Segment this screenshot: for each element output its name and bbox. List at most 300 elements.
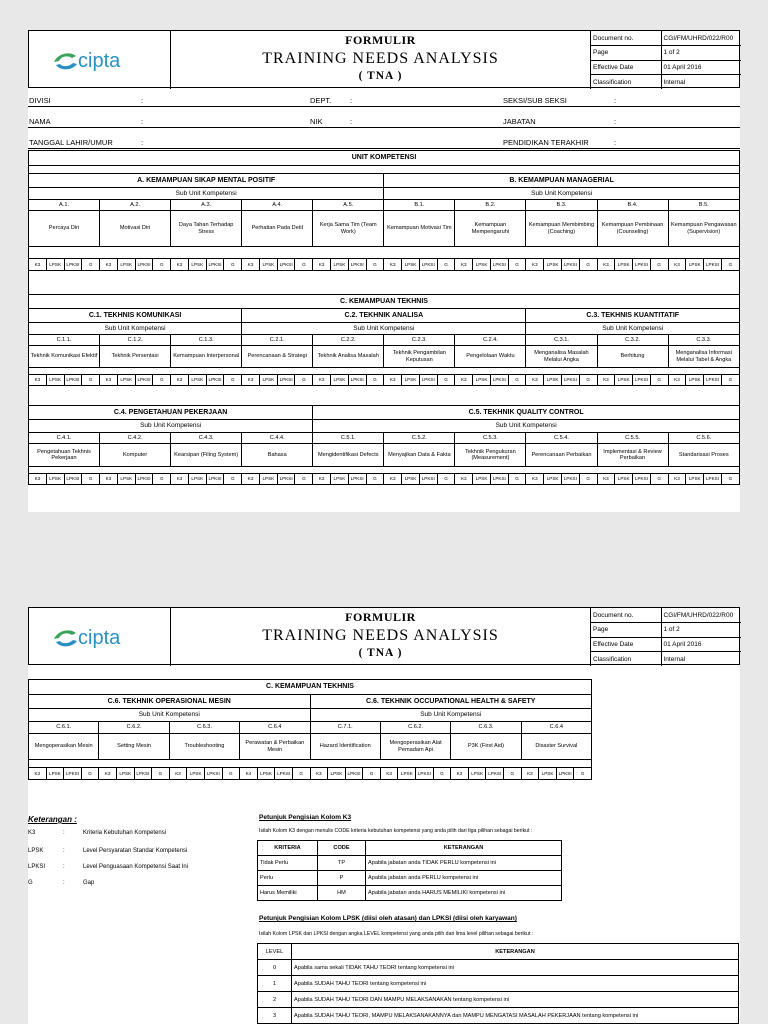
competency-name: Percaya Diri <box>29 211 100 247</box>
rating-cell[interactable]: LPKSI <box>633 375 651 386</box>
rating-cell[interactable]: K3 <box>597 375 615 386</box>
spacer-row <box>29 247 740 259</box>
form-title: TRAINING NEEDS ANALYSIS <box>262 50 499 67</box>
competency-name: Perhatian Pada Detil <box>242 211 313 247</box>
rating-cell[interactable]: G <box>295 259 313 271</box>
rating-cell[interactable]: G <box>366 474 384 485</box>
rating-cell[interactable]: K3 <box>597 474 615 485</box>
rating-cell[interactable]: K3 <box>384 375 402 386</box>
rating-cell[interactable]: LPSK <box>539 768 557 780</box>
competency-code: C.6.3. <box>169 722 239 734</box>
competency-name: Menyajikan Data & Fakta <box>384 444 455 467</box>
rating-cell[interactable]: LPSK <box>117 375 135 386</box>
competency-name: Setting Mesin <box>99 734 169 760</box>
rating-cell[interactable]: G <box>650 259 668 271</box>
level-desc: Apabila SUDAH TAHU TEORI DAN MAMPU MELAKSANAKAN tentang kompetensi ini <box>292 992 739 1008</box>
rating-cell[interactable]: K3 <box>313 474 331 485</box>
legend-desc: Gap <box>83 880 95 886</box>
rating-cell[interactable]: G <box>153 375 171 386</box>
rating-cell[interactable]: LPSK <box>615 375 633 386</box>
sub-unit-label: Sub Unit Kompetensi <box>526 323 740 335</box>
rating-cell[interactable]: LPSK <box>46 768 64 780</box>
form-page-2 <box>28 607 740 1024</box>
competency-name: Kemampuan Motivasi Tim <box>384 211 455 247</box>
rating-cell[interactable]: LPKSI <box>633 474 651 485</box>
rating-cell[interactable]: LPKSI <box>64 259 82 271</box>
competency-code: C.1.1. <box>29 335 100 346</box>
rating-cell[interactable]: LPSK <box>473 259 491 271</box>
rating-cell[interactable]: G <box>82 474 100 485</box>
competency-code: C.6.4 <box>521 722 591 734</box>
rating-cell[interactable]: G <box>579 259 597 271</box>
rating-cell[interactable]: K3 <box>313 259 331 271</box>
rating-cell[interactable]: LPKSI <box>64 375 82 386</box>
rating-cell[interactable]: G <box>574 768 592 780</box>
rating-cell[interactable]: LPKSI <box>348 375 366 386</box>
competency-code: C.4.4. <box>242 433 313 444</box>
field-row-tanggal <box>28 135 740 149</box>
rating-cell[interactable]: LPSK <box>46 375 64 386</box>
competency-code: A.2. <box>100 200 171 211</box>
form-title-block <box>171 608 591 666</box>
competency-code: A.5. <box>313 200 384 211</box>
rating-cell[interactable]: K3 <box>455 259 473 271</box>
spacer-row <box>29 467 740 474</box>
rating-cell[interactable]: K3 <box>99 768 117 780</box>
competency-name: Troubleshooting <box>169 734 239 760</box>
meta-label: Document no. <box>591 31 661 46</box>
section-c1-title: C.1. TEKHNIS KOMUNIKASI <box>29 309 242 323</box>
competency-grid-2 <box>28 679 592 780</box>
jabatan-label: JABATAN <box>503 117 536 126</box>
rating-cell[interactable]: K4 <box>240 768 258 780</box>
competency-code: C.6.2. <box>99 722 169 734</box>
form-header <box>28 607 740 665</box>
rating-cell[interactable]: G <box>295 375 313 386</box>
k3-header: CODE <box>318 841 366 856</box>
level-desc: Apabila SUDAH TAHU TEORI tentang kompetensi ini <box>292 976 739 992</box>
rating-cell[interactable]: K3 <box>29 768 47 780</box>
meta-label: Document no. <box>591 608 661 623</box>
rating-cell[interactable]: G <box>363 768 381 780</box>
legend-colon: : <box>63 848 65 854</box>
rating-cell[interactable]: LPSK <box>331 259 349 271</box>
k3-keterangan: Apabila jabatan anda HARUS MEMILIKI kompetensi ini <box>366 886 562 901</box>
rating-cell[interactable]: LPKSI <box>348 474 366 485</box>
rating-cell[interactable]: G <box>433 768 451 780</box>
rating-cell[interactable]: LPSK <box>46 259 64 271</box>
rating-cell[interactable]: LPSK <box>615 259 633 271</box>
document-meta <box>591 31 741 89</box>
keterangan-title: Keterangan : <box>28 815 77 824</box>
rating-cell[interactable]: K3 <box>521 768 539 780</box>
rating-cell[interactable]: K3 <box>100 259 118 271</box>
rating-cell[interactable]: LPKSI <box>419 375 437 386</box>
sub-unit-label: Sub Unit Kompetensi <box>310 709 592 722</box>
rating-cell[interactable]: K3 <box>171 375 189 386</box>
rating-cell[interactable]: LPSK <box>686 259 704 271</box>
section-c4-title: C.4. PENGETAHUAN PEKERJAAN <box>29 406 313 420</box>
competency-code: B.3. <box>526 200 597 211</box>
rating-cell[interactable]: G <box>152 768 170 780</box>
sub-unit-label: Sub Unit Kompetensi <box>29 709 311 722</box>
rating-cell[interactable]: LPKSI <box>135 259 153 271</box>
rating-cell[interactable]: LPSK <box>402 259 420 271</box>
competency-name: Kemampuan Pembinaan (Counseling) <box>597 211 668 247</box>
legend-key: LPSK <box>28 848 44 854</box>
competency-name: Disaster Survival <box>521 734 591 760</box>
rating-cell[interactable]: LPSK <box>188 375 206 386</box>
competency-name: Bahasa <box>242 444 313 467</box>
cipta-logo-icon <box>50 622 150 652</box>
rating-cell[interactable]: LPKSI <box>490 474 508 485</box>
section-a-title: A. KEMAMPUAN SIKAP MENTAL POSITIF <box>29 174 384 188</box>
rating-cell[interactable]: LPKSI <box>275 768 293 780</box>
rating-cell[interactable]: K3 <box>242 375 260 386</box>
competency-code: B.2. <box>455 200 526 211</box>
rating-cell[interactable]: LPSK <box>46 474 64 485</box>
competency-name: Menganalisa Informasi Melalui Tabel & Angka <box>668 346 739 368</box>
level-header: KETERANGAN <box>292 944 739 960</box>
rating-cell[interactable]: LPKSI <box>486 768 504 780</box>
meta-value: 1 of 2 <box>661 46 741 61</box>
competency-name: Berhitung <box>597 346 668 368</box>
rating-cell[interactable]: K3 <box>451 768 469 780</box>
rating-cell[interactable]: G <box>222 768 240 780</box>
competency-name: Kemampuan Membimbing (Coaching) <box>526 211 597 247</box>
competency-code: C.4.1. <box>29 433 100 444</box>
rating-cell[interactable]: LPSK <box>686 375 704 386</box>
colon: : <box>141 96 144 105</box>
rating-cell[interactable]: G <box>504 768 522 780</box>
rating-cell[interactable]: K3 <box>100 375 118 386</box>
meta-value: 01 April 2016 <box>661 637 741 652</box>
colon: : <box>614 117 617 126</box>
field-row-nama <box>28 114 740 128</box>
competency-name: Hazard Identification <box>310 734 380 760</box>
colon: : <box>350 96 353 105</box>
legend-desc: Kriteria Kebutuhan Kompetensi <box>83 830 167 836</box>
rating-cell[interactable]: LPKSI <box>134 768 152 780</box>
rating-cell[interactable]: LPSK <box>188 259 206 271</box>
competency-code: C.3.1. <box>526 335 597 346</box>
spacer-row <box>29 271 740 295</box>
competency-grid-1 <box>28 150 740 485</box>
competency-name: Standarisasi Proses <box>668 444 739 467</box>
rating-cell[interactable]: LPKSI <box>490 375 508 386</box>
rating-cell[interactable]: LPSK <box>686 474 704 485</box>
rating-cell[interactable]: LPKSI <box>206 375 224 386</box>
rating-cell[interactable]: K3 <box>455 474 473 485</box>
rating-cell[interactable]: LPKSI <box>561 474 579 485</box>
legend-key: G <box>28 880 33 886</box>
legend-colon: : <box>63 830 65 836</box>
rating-cell[interactable]: G <box>295 474 313 485</box>
competency-name: Kearsipan (Filing System) <box>171 444 242 467</box>
competency-code: C.2.1. <box>242 335 313 346</box>
meta-value: Internal <box>663 78 686 86</box>
legend-colon: : <box>63 864 65 870</box>
k3-code: HM <box>318 886 366 901</box>
cipta-logo <box>29 31 171 89</box>
rating-cell[interactable]: LPSK <box>473 474 491 485</box>
legend-colon: : <box>63 880 65 886</box>
rating-cell[interactable]: LPKSI <box>345 768 363 780</box>
rating-cell[interactable]: LPSK <box>328 768 346 780</box>
rating-cell[interactable]: G <box>366 259 384 271</box>
rating-cell[interactable]: LPSK <box>331 474 349 485</box>
rating-cell[interactable]: LPSK <box>188 474 206 485</box>
form-title: TRAINING NEEDS ANALYSIS <box>262 627 499 644</box>
field-row-divisi <box>28 93 740 107</box>
legend-key: K3 <box>28 830 36 836</box>
tanggal-label: TANGGAL LAHIR/UMUR <box>29 138 113 147</box>
competency-code: A.3. <box>171 200 242 211</box>
competency-name: Implementasi & Review Perbaikan <box>597 444 668 467</box>
rating-cell[interactable]: LPSK <box>544 259 562 271</box>
petunjuk-lpsk-title: Petunjuk Pengisian Kolom LPSK (diisi oleh atasan) dan LPKSI (diisi oleh karyawan) <box>259 915 517 922</box>
rating-cell[interactable]: K3 <box>455 375 473 386</box>
rating-cell[interactable]: G <box>437 375 455 386</box>
competency-code: C.5.3. <box>455 433 526 444</box>
competency-name: Kemampuan Interpersonal <box>171 346 242 368</box>
level-desc: Apabila sama sekali TIDAK TAHU TEORI tentang kompetensi ini <box>292 960 739 976</box>
rating-cell[interactable]: K3 <box>171 259 189 271</box>
legend-desc: Level Penguasaan Kompetensi Saat Ini <box>83 864 189 870</box>
level-number: 1 <box>258 976 292 992</box>
rating-cell[interactable]: K3 <box>668 375 686 386</box>
rating-cell[interactable]: LPSK <box>402 375 420 386</box>
competency-name: Kemampuan Pengawasan (Supervision) <box>668 211 739 247</box>
nik-label: NIK <box>310 117 323 126</box>
rating-cell[interactable]: G <box>224 375 242 386</box>
rating-cell[interactable]: LPSK <box>544 474 562 485</box>
rating-cell[interactable]: LPSK <box>398 768 416 780</box>
competency-name: Mengoperasikan Alat Pemadam Api <box>380 734 450 760</box>
level-number: 2 <box>258 992 292 1008</box>
rating-cell[interactable]: LPKSI <box>277 474 295 485</box>
spacer-row <box>29 368 740 375</box>
rating-cell[interactable]: K3 <box>597 259 615 271</box>
rating-cell[interactable]: LPKSI <box>206 474 224 485</box>
spacer-row <box>29 760 592 768</box>
competency-code: C.7.1. <box>310 722 380 734</box>
cipta-logo <box>29 608 171 666</box>
petunjuk-lpsk-desc: Isilah Kolom LPSK dan LPKSI dengan angka LEVEL kompetensi yang anda pilih dari lima level pilihan sebagai berikut : <box>259 931 534 937</box>
rating-cell[interactable]: K3 <box>668 474 686 485</box>
competency-code: B.4. <box>597 200 668 211</box>
rating-cell[interactable]: LPKSI <box>561 375 579 386</box>
rating-cell[interactable]: LPKSI <box>416 768 434 780</box>
competency-code: C.5.5. <box>597 433 668 444</box>
colon: : <box>614 138 617 147</box>
rating-cell[interactable]: G <box>508 259 526 271</box>
formulir-label: FORMULIR <box>345 33 416 47</box>
rating-cell[interactable]: G <box>579 375 597 386</box>
rating-cell[interactable]: LPSK <box>544 375 562 386</box>
meta-label: Page <box>591 623 661 638</box>
competency-name: Pengelolaan Waktu <box>455 346 526 368</box>
competency-name: Menganalisa Masalah Melalui Angka <box>526 346 597 368</box>
rating-cell[interactable]: K3 <box>169 768 187 780</box>
rating-cell[interactable]: LPKSI <box>419 474 437 485</box>
k3-keterangan: Apabila jabatan anda TIDAK PERLU kompetensi ini <box>366 856 562 871</box>
level-number: 0 <box>258 960 292 976</box>
rating-cell[interactable]: LPKSI <box>64 768 82 780</box>
rating-cell[interactable]: K3 <box>384 259 402 271</box>
spacer-row <box>29 386 740 406</box>
rating-cell[interactable]: LPKSI <box>704 259 722 271</box>
logo-text: cipta <box>77 50 120 72</box>
rating-cell[interactable]: K3 <box>171 474 189 485</box>
rating-cell[interactable]: LPSK <box>116 768 134 780</box>
rating-cell[interactable]: G <box>81 768 99 780</box>
cipta-logo-icon <box>50 45 150 75</box>
rating-cell[interactable]: G <box>508 474 526 485</box>
rating-cell[interactable]: G <box>82 375 100 386</box>
rating-cell[interactable]: LPKSI <box>419 259 437 271</box>
rating-cell[interactable]: LPKSI <box>704 474 722 485</box>
colon: : <box>141 138 144 147</box>
rating-cell[interactable]: G <box>437 259 455 271</box>
k3-header: KETERANGAN <box>366 841 562 856</box>
rating-cell[interactable]: G <box>721 375 739 386</box>
rating-cell[interactable]: LPKSI <box>204 768 222 780</box>
meta-label: Effective Date <box>591 637 661 652</box>
rating-cell[interactable]: LPKSI <box>633 259 651 271</box>
rating-cell[interactable]: K3 <box>29 259 47 271</box>
rating-cell[interactable]: LPSK <box>117 474 135 485</box>
colon: : <box>350 117 353 126</box>
rating-cell[interactable]: G <box>437 474 455 485</box>
unit-kompetensi-title: UNIT KOMPETENSI <box>29 151 740 166</box>
rating-cell[interactable]: G <box>224 474 242 485</box>
k3-kriteria: Tidak Perlu <box>258 856 318 871</box>
rating-cell[interactable]: G <box>224 259 242 271</box>
competency-code: C.4.2. <box>100 433 171 444</box>
rating-cell[interactable]: K3 <box>29 375 47 386</box>
rating-cell[interactable]: K3 <box>100 474 118 485</box>
rating-cell[interactable]: K3 <box>29 474 47 485</box>
rating-cell[interactable]: LPSK <box>257 768 275 780</box>
rating-cell[interactable]: LPSK <box>331 375 349 386</box>
rating-cell[interactable]: K3 <box>526 259 544 271</box>
rating-cell[interactable]: LPKSI <box>561 259 579 271</box>
k3-kriteria: Perlu <box>258 871 318 886</box>
rating-cell[interactable]: LPSK <box>468 768 486 780</box>
rating-cell[interactable]: G <box>292 768 310 780</box>
competency-code: B.1. <box>384 200 455 211</box>
rating-cell[interactable]: LPSK <box>259 375 277 386</box>
meta-label: Classification <box>591 75 661 90</box>
competency-code: C.6.3. <box>451 722 521 734</box>
rating-cell[interactable]: LPSK <box>259 474 277 485</box>
rating-cell[interactable]: LPKSI <box>64 474 82 485</box>
rating-cell[interactable]: LPKSI <box>135 474 153 485</box>
section-c-title: C. KEMAMPUAN TEKHNIS <box>29 295 740 309</box>
form-title-block <box>171 31 591 89</box>
rating-cell[interactable]: LPKSI <box>135 375 153 386</box>
rating-cell[interactable]: G <box>82 259 100 271</box>
form-subtitle: ( TNA ) <box>358 647 403 659</box>
rating-cell[interactable]: G <box>366 375 384 386</box>
rating-cell[interactable]: K3 <box>242 474 260 485</box>
rating-cell[interactable]: K3 <box>526 474 544 485</box>
rating-cell[interactable]: LPKSI <box>277 259 295 271</box>
competency-name: Kemampuan Mempengaruhi <box>455 211 526 247</box>
rating-cell[interactable]: K3 <box>310 768 328 780</box>
rating-cell[interactable]: K3 <box>313 375 331 386</box>
rating-cell[interactable]: G <box>650 474 668 485</box>
meta-label: Effective Date <box>591 60 661 75</box>
competency-code: C.6.1. <box>29 722 99 734</box>
rating-cell[interactable]: K3 <box>380 768 398 780</box>
form-header <box>28 30 740 88</box>
competency-name: Perencanaan & Strategi <box>242 346 313 368</box>
rating-cell[interactable]: LPSK <box>473 375 491 386</box>
rating-cell[interactable]: LPKSI <box>490 259 508 271</box>
competency-name: Tekhnik Analisa Masalah <box>313 346 384 368</box>
rating-cell[interactable]: LPKSI <box>277 375 295 386</box>
section-c6-mesin-title: C.6. TEKHNIK OPERASIONAL MESIN <box>29 695 311 709</box>
rating-cell[interactable]: G <box>721 474 739 485</box>
section-c-title: C. KEMAMPUAN TEKHNIS <box>29 680 592 695</box>
rating-cell[interactable]: LPKSI <box>206 259 224 271</box>
rating-cell[interactable]: LPSK <box>259 259 277 271</box>
rating-cell[interactable]: K3 <box>668 259 686 271</box>
section-c3-title: C.3. TEKHNIS KUANTITATIF <box>526 309 740 323</box>
meta-value: CGI/FM/UHRD/022/R00 <box>661 31 741 46</box>
dept-label: DEPT. <box>310 96 332 105</box>
competency-code: B.5. <box>668 200 739 211</box>
level-header: LEVEL <box>258 944 292 960</box>
legend-desc: Level Persyaratan Standar Kompetensi <box>83 848 188 854</box>
section-c6-k3-title: C.6. TEKHNIK OCCUPATIONAL HEALTH & SAFETY <box>310 695 592 709</box>
competency-code: C.1.2. <box>100 335 171 346</box>
rating-cell[interactable]: LPSK <box>402 474 420 485</box>
rating-cell[interactable]: LPKSI <box>348 259 366 271</box>
rating-cell[interactable]: LPKSI <box>556 768 574 780</box>
rating-cell[interactable]: G <box>153 474 171 485</box>
competency-code: C.4.3. <box>171 433 242 444</box>
colon: : <box>614 96 617 105</box>
rating-cell[interactable]: K3 <box>384 474 402 485</box>
k3-keterangan: Apabila jabatan anda PERLU kompetensi ini <box>366 871 562 886</box>
rating-cell[interactable]: G <box>508 375 526 386</box>
competency-name: Pengetahuan Tekhnis Pekerjaan <box>29 444 100 467</box>
level-number: 3 <box>258 1008 292 1024</box>
divisi-label: DIVISI <box>29 96 51 105</box>
petunjuk-k3-title: Petunjuk Pengisian Kolom K3 <box>259 814 352 821</box>
colon: : <box>141 117 144 126</box>
rating-cell[interactable]: LPSK <box>117 259 135 271</box>
rating-cell[interactable]: G <box>579 474 597 485</box>
rating-cell[interactable]: G <box>650 375 668 386</box>
level-table <box>257 943 739 1024</box>
rating-cell[interactable]: G <box>153 259 171 271</box>
rating-cell[interactable]: LPSK <box>187 768 205 780</box>
rating-cell[interactable]: K3 <box>242 259 260 271</box>
rating-cell[interactable]: LPKSI <box>704 375 722 386</box>
k3-criteria-table <box>257 840 562 901</box>
competency-name: Kerja Sama Tim (Team Work) <box>313 211 384 247</box>
competency-name: Mengidentifikasi Defects <box>313 444 384 467</box>
competency-name: Tekhnik Komunikasi Efektif <box>29 346 100 368</box>
rating-cell[interactable]: G <box>721 259 739 271</box>
rating-cell[interactable]: LPSK <box>615 474 633 485</box>
document-meta <box>591 608 741 666</box>
rating-cell[interactable]: K3 <box>526 375 544 386</box>
